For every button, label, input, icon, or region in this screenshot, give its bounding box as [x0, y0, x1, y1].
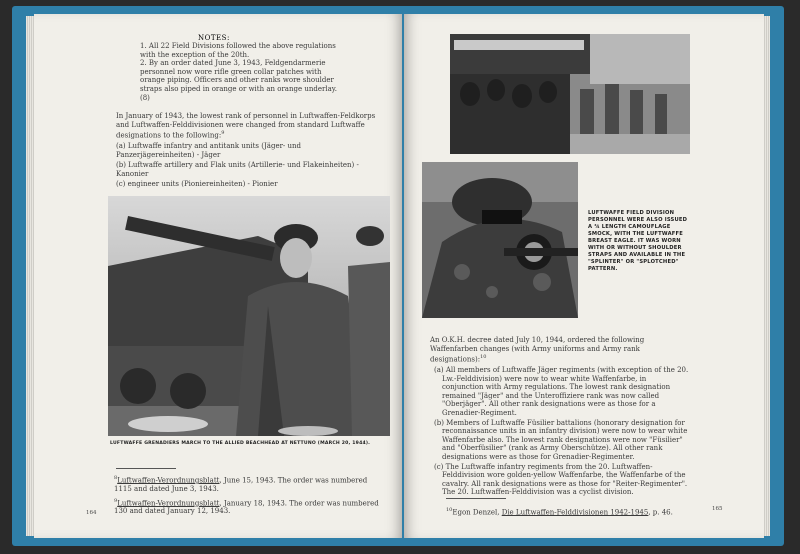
footnote-number: 8: [114, 475, 118, 481]
footnote-text: , June 15, 1943. The order was numbered 1115 and dated June 3, 1943.: [114, 476, 368, 493]
page-number-left: 164: [86, 510, 97, 516]
footnote-number: 9: [114, 497, 118, 504]
photo-street-march: [450, 34, 690, 154]
notes-title: NOTES:: [198, 34, 230, 42]
note-item: 1. All 22 Field Divisions followed the above regulations with the exception of the 20th.: [140, 42, 336, 59]
footnote-text: , p. 46.: [648, 508, 673, 517]
list-item: (b) Luftwaffe artillery and Flak units (Artillerie- und Flakeinheiten) - Kanonier: [116, 161, 359, 178]
footnote-title: Luftwaffen-Verordnungsblatt: [117, 476, 220, 485]
footnote-rule: [116, 468, 176, 469]
note-item: 2. By an order dated June 3, 1943, Feldgendarmerie personnel now wore rifle green collar patches with orange piping. Officers and other ranks wore shoulder straps also piped in orange or with an orange underlay. (8): [140, 59, 337, 102]
footnote-title: Luftwaffen-Verordnungsblatt: [117, 498, 220, 507]
footnote: [114, 474, 384, 494]
notes-list: [140, 42, 340, 102]
photo-grenadiers-march: [108, 196, 390, 436]
photo-soldier-binoculars: [422, 162, 578, 318]
list-item: (c) The Luftwaffe infantry regiments from the 20. Luftwaffen-Felddivision wore golden-yellow Waffenfarbe, the Waffenfarbe of the cavalry. All rank designations were as those for "Reiter-Regimenter". The 20. Luftwaffen-Felddivision was a cyclist division.: [434, 462, 688, 497]
left-footnotes: [114, 474, 384, 519]
list-item: (a) Luftwaffe infantry and antitank units (Jäger- und Panzerjägereinheiten) - Jäger: [116, 142, 302, 159]
footnote-ref: 9: [221, 130, 225, 137]
photo-caption-left: LUFTWAFFE GRENADIERS MARCH TO THE ALLIED BEACHHEAD AT NETTUNO (MARCH 20, 1944).: [110, 441, 371, 446]
footnote: [114, 497, 384, 517]
right-body-text: [430, 336, 690, 498]
left-body-text: [116, 112, 380, 191]
footnote-rule: [446, 498, 506, 499]
footnote-author: Egon Denzel,: [452, 508, 502, 517]
right-footnote: [446, 506, 706, 517]
list-item: (b) Members of Luftwaffe Füsilier battalions (honorary designation for reconnaissance units in an infantry division) were now to wear white Waffenfarbe also. The lowest rank designations were now "Füsilier" and "Oberfüsilier" (rank as Army Oberschütze). All other rank designations were as those for Grenadier-Regimenter.: [434, 418, 688, 462]
page-number-right: 165: [712, 506, 723, 512]
footnote-text: , January 18, 1943. The order was numbered 130 and dated January 12, 1943.: [114, 498, 379, 516]
photo-caption-right: LUFTWAFFE FIELD DIVISION PERSONNEL WERE ALSO ISSUED A ¾ LENGTH CAMOUFLAGE SMOCK, WITH THE LUFTWAFFE BREAST EAGLE. IT WAS WORN WITH OR WITHOUT SHOULDER STRAPS AND AVAILABLE IN THE "SPLINTER" OR "SPLOTCHED" PATTERN.: [588, 210, 688, 272]
list-item: (c) engineer units (Pioniereinheiten) - Pionier: [116, 180, 278, 189]
footnote-number: 10: [446, 507, 453, 513]
footnote-title: Die Luftwaffen-Felddivisionen 1942-1945: [501, 508, 649, 517]
intro-paragraph: In January of 1943, the lowest rank of personnel in Luftwaffen-Feldkorps and Luftwaffen-Felddivisionen were changed from standard Luftwaffe designations to the following:: [116, 112, 376, 140]
footnote-ref: 10: [480, 354, 487, 361]
list-item: (a) All members of Luftwaffe Jäger regiments (with exception of the 20. Lw.-Felddivision) were now to wear white Waffenfarbe, in conjunction with Army regulations. The lowest rank designation remained "Jäger" and the Unteroffiziere rank was now called "Oberjäger". All other rank designations were as those for a Grenadier-Regiment.: [434, 366, 689, 418]
intro-paragraph: An O.K.H. decree dated July 10, 1944, ordered the following Waffenfarben changes (with Army uniforms and Army rank designations):: [430, 336, 645, 364]
